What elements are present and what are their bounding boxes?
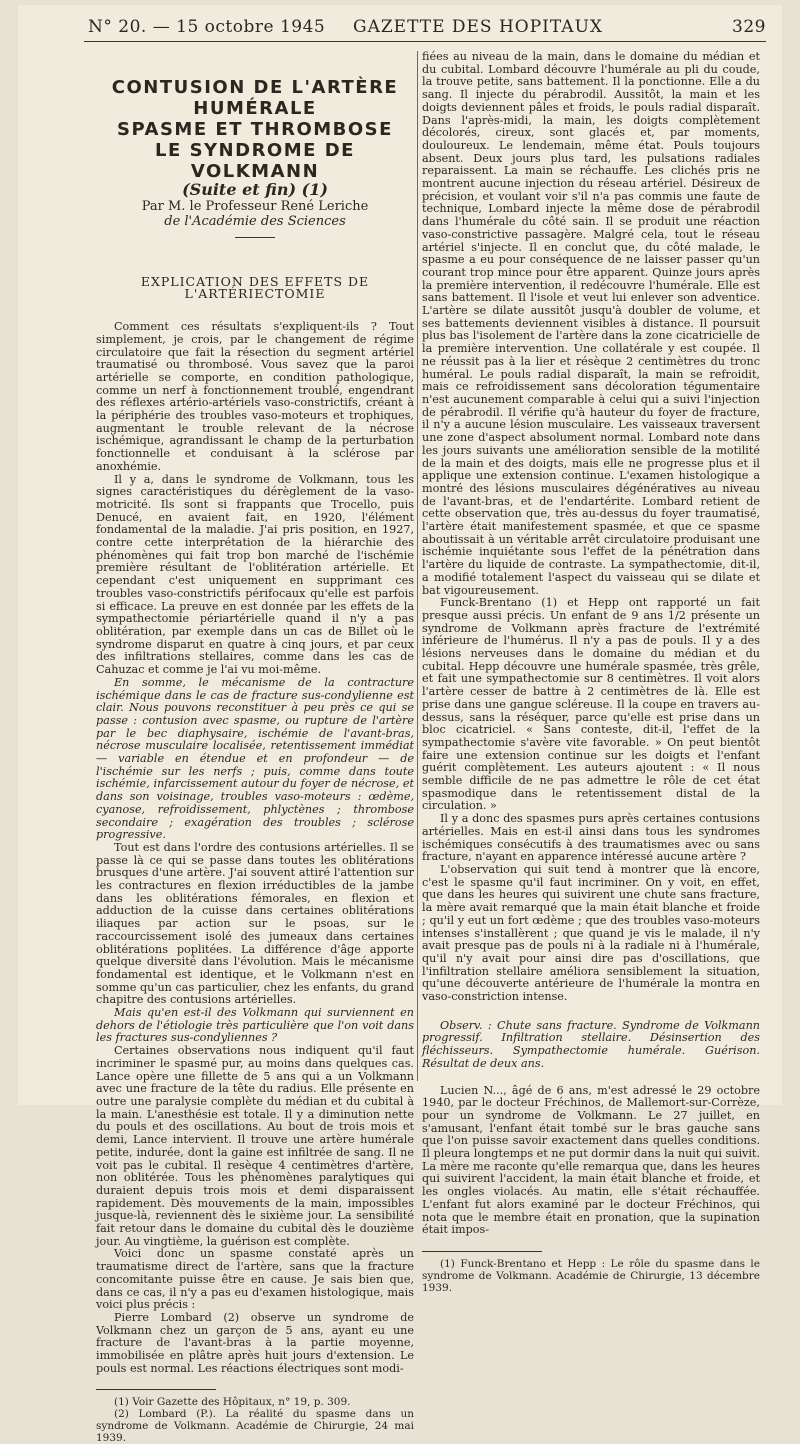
observation-heading: Observ. : Chute sans fracture. Syndrome de Volkmann progressif. Infiltration stellaire. Désinsertion des fléchisseurs. Sympathectomie humérale. Guérison. Résultat de deux ans. [422, 1018, 760, 1070]
paragraph: Mais qu'en est-il des Volkmann qui surviennent en dehors de l'étiologie très particulière que l'on voit dans les fractures sus-condyliennes ? [96, 1006, 414, 1045]
footnote: (1) Funck-Brentano et Hepp : Le rôle du spasme dans le syndrome de Volkmann. Académie de Chirurgie, 13 décembre 1939. [422, 1257, 760, 1294]
section-title: EXPLICATION DES EFFETS DE L'ARTÉRIECTOMIE [140, 273, 370, 302]
paragraph: Voici donc un spasme constaté après un traumatisme direct de l'artère, sans que la fracture concomitante puisse être en cause. Je sais bien que, dans ce cas, il n'y a pas eu d'examen histologique, mais voici plus précis : [96, 1247, 414, 1312]
right-column [422, 50, 760, 1294]
footnote-rule [422, 1251, 542, 1252]
issue-date: N° 20. — 15 octobre 1945 [88, 17, 326, 37]
paragraph: L'observation qui suit tend à montrer que là encore, c'est le spasme qu'il faut incriminer. On y voit, en effet, que dans les heures qui suivirent une chute sans fracture, la mère avait remarqué que la main était blanche et froide ; qu'il y eut un fort œdème ; que des troubles vaso-moteurs intenses s'installèrent ; que quand je vis le malade, il n'y avait presque pas de pouls ni à la radiale ni à l'humérale, qu'il n'y avait pour ainsi dire pas d'oscillations, que l'infiltration stellaire améliora sensiblement la situation, qu'une découverte antérieure de l'humérale la montra en vaso-constriction intense. [422, 863, 760, 1004]
article-title-line-2: SPASME ET THROMBOSE [117, 119, 393, 140]
page-number: 329 [732, 17, 766, 37]
spacer [422, 1071, 760, 1085]
paragraph: En somme, le mécanisme de la contracture ischémique dans le cas de fracture sus-condylienne est clair. Nous pouvons reconstituer à peu près ce qui se passe : contusion avec spasme, ou rupture de l'artère par le bec diaphysaire, ischémie de l'avant-bras, nécrose musculaire localisée, retentissement immédiat — variable en étendue et en profondeur — de l'ischémie sur les nerfs ; puis, comme dans toute ischémie, infarcissement autour du foyer de nécrose, et dans son voisinage, troubles vaso-moteurs : œdème, cyanose, refroidissement, phlyctènes ; thrombose secondaire ; exagération des troubles ; sclérose progressive. [96, 675, 414, 842]
footnote-rule [96, 1389, 216, 1390]
article-suite: (Suite et fin) (1) [182, 180, 328, 199]
footnote: (1) Voir Gazette des Hôpitaux, n° 19, p. 309. [114, 1396, 351, 1409]
paragraph: Certaines observations nous indiquent qu'il faut incriminer le spasmé pur, au moins dans quelques cas. Lance opère une fillette de 5 ans qui a un Volkmann avec une fracture de la tête du radius. Elle présente en outre une paralysie complète du médian et du cubital à la main. L'anesthésie est totale. Il y a diminution nette du pouls et des oscillations. Au bout de trois mois et demi, Lance intervient. Il trouve une artère humérale petite, indurée, dont la gaine est infiltrée de sang. Il ne voit pas le cubital. Il resèque 4 centimètres d'artère, non oblitérée. Tous les phénomènes paralytiques qui duraient depuis trois mois et demi disparaissent rapidement. Dès mouvements de la main, impossibles jusque-là, reviennent dès le sixième jour. La sensibilité fait retour dans le domaine du cubital dès le douzième jour. Au vingtième, la guérison est complète. [96, 1044, 414, 1248]
page [18, 5, 782, 1444]
paragraph: Pierre Lombard (2) observe un syndrome de Volkmann chez un garçon de 5 ans, ayant eu une fracture de l'avant-bras à la partie moyenne, immobilisée en plâtre après huit jours d'extension. Le pouls est normal. Les réactions électriques sont modi- [96, 1310, 414, 1375]
header-rule [84, 41, 766, 42]
left-column [96, 51, 414, 1444]
paragraph: Tout est dans l'ordre des contusions artérielles. Il se passe là ce qui se passe dans toutes les oblitérations brusques d'une artère. J'ai souvent attiré l'attention sur les contractures en flexion irréductibles de la jambe dans les oblitérations fémorales, en flexion et adduction de la cuisse dans certaines oblitérations iliaques par action sur le psoas, sur le raccourcissement isolé des jumeaux dans certaines oblitérations poplitées. La différence d'âge apporte quelque diversité dans l'évolution. Mais le mécanisme fondamental est identique, et le Volkmann n'est en somme qu'un cas particulier, chez les enfants, du grand chapitre des contusions artérielles. [96, 840, 414, 1007]
running-head [88, 17, 766, 43]
paragraph: Lucien N..., âgé de 6 ans, m'est adressé le 29 octobre 1940, par le docteur Fréchinos, de Mallemort-sur-Corrèze, pour un syndrome de Volkmann. Le 27 juillet, en s'amusant, l'enfant était tombé sur le bras gauche sans que l'on puisse savoir exactement dans quelles conditions. Il pleura longtemps et ne put dormir dans la nuit qui suivit. La mère me raconte qu'elle remarqua que, dans les heures qui suivirent l'accident, la main était blanche et froide, et les ongles violacés. Au matin, elle s'était réchauffée. L'enfant fut alors examiné par le docteur Fréchinos, qui nota que le membre était en pronation, que la supination était impos- [422, 1083, 760, 1237]
paragraph: Il y a, dans le syndrome de Volkmann, tous les signes caractéristiques du dérèglement de la vaso-motricité. Ils sont si frappants que Trocello, puis Denucé, en avaient fait, en 1920, l'élément fondamental de la maladie. J'ai pris position, en 1927, contre cette interprétation de la hiérarchie des phénomènes qui fait trop bon marché de l'ischémie première résultant de l'oblitération artérielle. Et cependant c'est uniquement en supprimant ces troubles vaso-constrictifs périfocaux qu'elle est parfois si efficace. La preuve en est donnée par les effets de la sympathectomie périartérielle quand il n'y a pas oblitération, par exemple dans un cas de Billet où le syndrome disparut en quatre à cinq jours, et par ceux des infiltrations stellaires, comme dans les cas de Cahuzac et comme je l'ai vu moi-même. [96, 472, 414, 677]
journal-title: GAZETTE DES HOPITAUX [353, 17, 604, 37]
paragraph: fiées au niveau de la main, dans le domaine du médian et du cubital. Lombard découvre l'humérale au pli du coude, la trouve petite, sans battement. Il la ponctionne. Elle a du sang. Il injecte du pérabrodil. Aussitôt, la main et les doigts deviennent pâles et froids, le pouls radial disparaît. Dans l'après-midi, la main, les doigts complètement décolorés, cireux, sont glacés et, par moments, douloureux. Le lendemain, même état. Pouls toujours absent. Deux jours plus tard, les pulsations radiales reparaissent. La main se réchauffe. Les clichés pris ne montrent aucune injection du réseau artériel. Désireux de précision, et voulant voir s'il n'a pas commis une faute de technique, Lombard injecte la même dose de pérabrodil dans l'humérale du côté sain. Il se produit une réaction vaso-constrictive passagère. Malgré cela, tout le réseau artériel s'injecte. Il en conclut que, du côté malade, le spasme a eu pour conséquence de ne laisser passer qu'un courant trop mince pour être apparent. Quinze jours après la première intervention, il redécouvre l'humérale. Elle est sans battement. Il l'isole et veut lui enlever son adventice. L'artère se dilate aussitôt jusqu'à doubler de volume, et ses battements deviennent visibles à distance. Il poursuit plus bas l'isolement de l'artère dans la zone cicatricielle de la première intervention. Une collatérale y est coupée. Il ne réussit pas à la lier et résèque 2 centimètres du tronc huméral. Le pouls radial disparaît, la main se refroidit, mais ce refroidissement sans décoloration tégumentaire n'est aucunement comparable à celui qui a suivi l'injection de pérabrodil. Il vérifie qu'à hauteur du foyer de fracture, il n'y a aucune lésion musculaire. Les vaisseaux traversent une zone d'aspect absolument normal. Lombard note dans les jours suivants une amélioration sensible de la motilité de la main et des doigts, mais elle ne progresse plus et il applique une extension continue. L'examen histologique a montré des lésions musculaires dégénératives au niveau de l'avant-bras, et de l'endartérite. Lombard retient de cette observation que, très au-dessus du foyer traumatisé, l'artère était manifestement spasmée, et que ce spasme aboutissait à un véritable arrêt circulatoire produisant une ischémie inquiétante sous l'effet de la pénétration dans l'artère du liquide de contraste. La sympathectomie, dit-il, a modifié totalement l'aspect du vaisseau qui se dilate et bat vigoureusement. [422, 50, 760, 597]
article-title-line-3: LE SYNDROME DE VOLKMANN [155, 140, 355, 182]
article-author-affiliation: de l'Académie des Sciences [164, 213, 346, 229]
footnote: (2) Lombard (P.). La réalité du spasme dans un syndrome de Volkmann. Académie de Chirurgie, 24 mai 1939. [96, 1408, 414, 1444]
column-divider [417, 51, 418, 1081]
title-rule [235, 237, 275, 238]
article-author: Par M. le Professeur René Leriche [141, 198, 369, 214]
article-title-line-1: CONTUSION DE L'ARTÈRE HUMÉRALE [111, 77, 399, 119]
paragraph: Comment ces résultats s'expliquent-ils ? Tout simplement, je crois, par le changement de régime circulatoire que fait la résection du segment artériel traumatisé ou thrombosé. Vous savez que la paroi artérielle se comporte, en condition pathologique, comme un nerf à fonctionnement troublé, engendrant des réflexes artério-artériels vaso-constrictifs, créant à la périphérie des troubles vaso-moteurs et trophiques, augmentant le trouble relevant de la nécrose ischémique, agrandissant le champ de la perturbation fonctionnelle et conduisant à la sclérose par anoxhémie. [96, 320, 414, 473]
paragraph: Funck-Brentano (1) et Hepp ont rapporté un fait presque aussi précis. Un enfant de 9 ans 1/2 présente un syndrome de Volkmann après fracture de l'extrémité inférieure de l'humérus. Il n'y a pas de pouls. Il y a des lésions nerveuses dans le domaine du médian et du cubital. Hepp découvre une humérale spasmée, très grêle, et fait une sympathectomie sur 8 centimètres. Il voit alors l'artère cesser de battre à 2 centimètres de là. Elle est prise dans une gangue scléreuse. Il la coupe en travers au-dessus, sans la réséquer, parce qu'elle est prise dans un bloc cicatriciel. « Sans conteste, dit-il, l'effet de la sympathectomie s'avère vite favorable. » On peut bientôt faire une extension continue sur les doigts et l'enfant guérit complètement. Les auteurs ajoutent : « Il nous semble difficile de ne pas admettre le rôle de cet état spasmodique dans le retentissement distal de la circulation. » [422, 596, 760, 813]
paragraph: Il y a donc des spasmes purs après certaines contusions artérielles. Mais en est-il ainsi dans tous les syndromes ischémiques consécutifs à des traumatismes avec ou sans fracture, n'ayant en apparence intéressé aucune artère ? [422, 812, 760, 864]
